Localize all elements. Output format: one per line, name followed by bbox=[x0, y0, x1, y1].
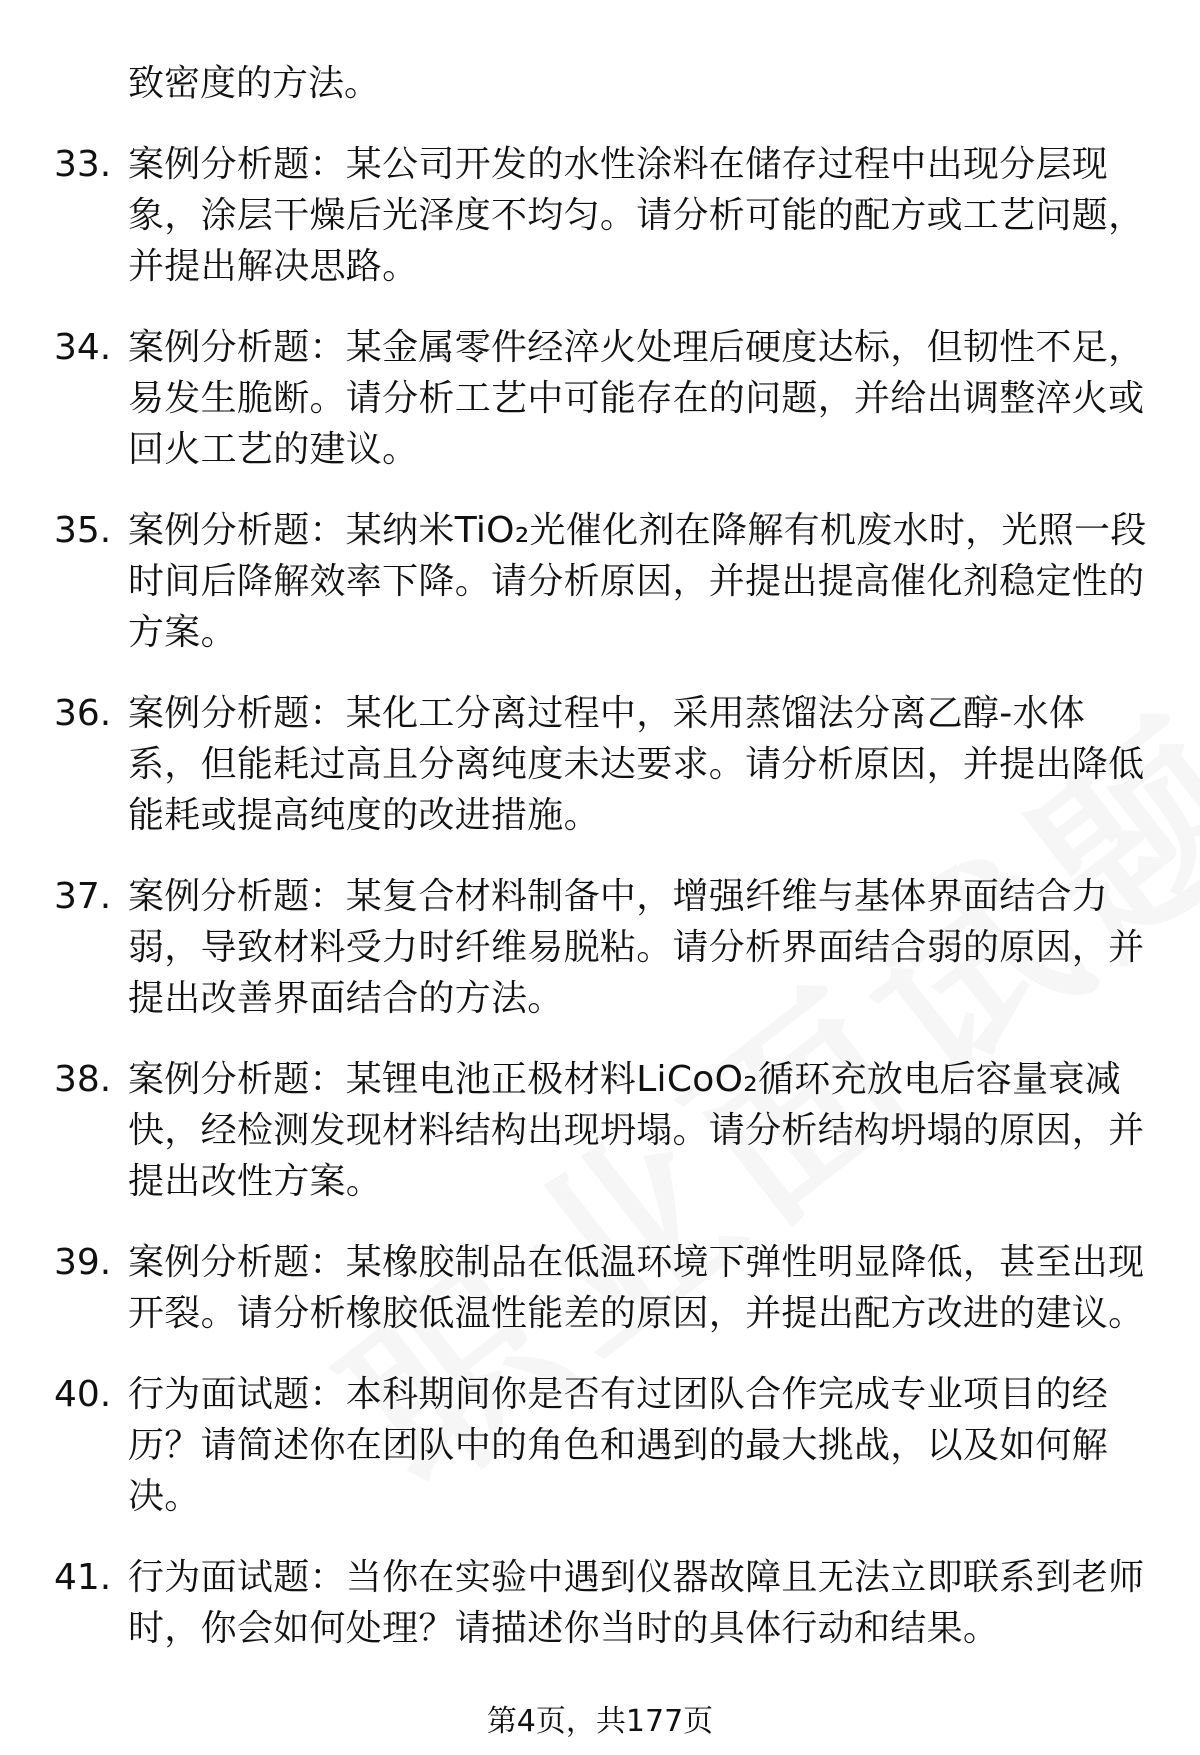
question-text: 案例分析题：某复合材料制备中，增强纤维与基体界面结合力弱，导致材料受力时纤维易脱粘。请分析界面结合弱的原因，并提出改善界面结合的方法。 bbox=[128, 876, 1145, 1019]
question-item-33 bbox=[0, 139, 1200, 292]
question-number: 33. bbox=[54, 144, 112, 185]
question-text: 案例分析题：某橡胶制品在低温环境下弹性明显降低，甚至出现开裂。请分析橡胶低温性能差的原因，并提出配方改进的建议。 bbox=[128, 1242, 1145, 1334]
question-text: 案例分析题：某锂电池正极材料LiCoO₂循环充放电后容量衰减快，经检测发现材料结构出现坍塌。请分析结构坍塌的原因，并提出改性方案。 bbox=[128, 1059, 1145, 1202]
question-number: 35. bbox=[54, 510, 112, 551]
question-number: 41. bbox=[54, 1557, 112, 1598]
question-item-39 bbox=[0, 1237, 1200, 1339]
question-number: 34. bbox=[54, 327, 112, 368]
question-item-35 bbox=[0, 505, 1200, 658]
question-text: 案例分析题：某纳米TiO₂光催化剂在降解有机废水时，光照一段时间后降解效率下降。请分析原因，并提出提高催化剂稳定性的方案。 bbox=[128, 510, 1147, 653]
question-text: 行为面试题：本科期间你是否有过团队合作完成专业项目的经历？请简述你在团队中的角色和遇到的最大挑战，以及如何解决。 bbox=[128, 1374, 1109, 1517]
question-item-41 bbox=[0, 1552, 1200, 1654]
question-text: 案例分析题：某金属零件经淬火处理后硬度达标，但韧性不足，易发生脆断。请分析工艺中可能存在的问题，并给出调整淬火或回火工艺的建议。 bbox=[128, 327, 1145, 470]
question-item-34 bbox=[0, 322, 1200, 475]
question-number: 36. bbox=[54, 693, 112, 734]
question-item-36 bbox=[0, 688, 1200, 841]
question-text: 行为面试题：当你在实验中遇到仪器故障且无法立即联系到老师时，你会如何处理？请描述你当时的具体行动和结果。 bbox=[128, 1557, 1145, 1649]
question-item-40 bbox=[0, 1369, 1200, 1522]
question-number: 40. bbox=[54, 1374, 112, 1415]
question-text: 案例分析题：某化工分离过程中，采用蒸馏法分离乙醇-水体系，但能耗过高且分离纯度未达要求。请分析原因，并提出降低能耗或提高纯度的改进措施。 bbox=[128, 693, 1145, 836]
continued-text: 致密度的方法。 bbox=[128, 63, 381, 104]
question-list bbox=[0, 58, 1200, 1684]
question-item-37 bbox=[0, 871, 1200, 1024]
question-number: 38. bbox=[54, 1059, 112, 1100]
question-item-38 bbox=[0, 1054, 1200, 1207]
question-text: 案例分析题：某公司开发的水性涂料在储存过程中出现分层现象，涂层干燥后光泽度不均匀。请分析可能的配方或工艺问题，并提出解决思路。 bbox=[128, 144, 1145, 287]
page-number-footer: 第4页，共177页 bbox=[486, 1704, 714, 1739]
question-number: 37. bbox=[54, 876, 112, 917]
question-number: 39. bbox=[54, 1242, 112, 1283]
